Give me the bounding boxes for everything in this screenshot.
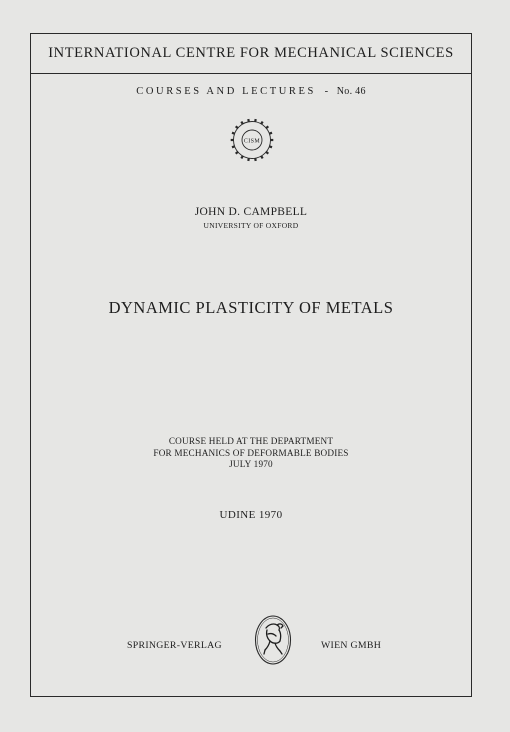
series-line — [31, 86, 471, 97]
gear-tooth — [236, 152, 238, 154]
course-line-3: JULY 1970 — [229, 459, 273, 469]
gear-tooth — [232, 146, 235, 147]
gear-tooth — [241, 156, 242, 158]
gear-tooth — [269, 133, 272, 134]
book-title: DYNAMIC PLASTICITY OF METALS — [108, 298, 394, 317]
cism-logo-text: CISM — [243, 138, 261, 145]
header-band — [31, 34, 471, 74]
publisher-name: SPRINGER-VERLAG — [127, 640, 222, 651]
place-year: UDINE 1970 — [219, 509, 283, 521]
course-info — [31, 436, 471, 471]
author-affiliation: UNIVERSITY OF OXFORD — [203, 221, 299, 230]
gear-tooth — [261, 156, 262, 158]
author-name: JOHN D. CAMPBELL — [194, 206, 308, 218]
gear-tooth — [269, 146, 272, 147]
cism-gear-logo-icon — [230, 118, 274, 162]
institution-name: INTERNATIONAL CENTRE FOR MECHANICAL SCIENCES — [48, 45, 454, 61]
gear-tooth — [266, 126, 268, 128]
series-separator: - — [324, 86, 329, 97]
gear-tooth — [266, 152, 268, 154]
springer-horse-logo-icon — [253, 614, 293, 666]
gear-tooth — [236, 126, 238, 128]
series-number: No. 46 — [336, 86, 366, 97]
page-frame — [30, 33, 472, 697]
course-line-2: FOR MECHANICS OF DEFORMABLE BODIES — [153, 447, 349, 458]
gear-tooth — [261, 122, 262, 124]
publisher-location: WIEN GMBH — [321, 640, 382, 651]
gear-tooth — [232, 133, 235, 134]
course-line-1: COURSE HELD AT THE DEPARTMENT — [168, 436, 334, 446]
series-label: COURSES AND LECTURES — [136, 86, 316, 97]
gear-tooth — [241, 122, 242, 124]
